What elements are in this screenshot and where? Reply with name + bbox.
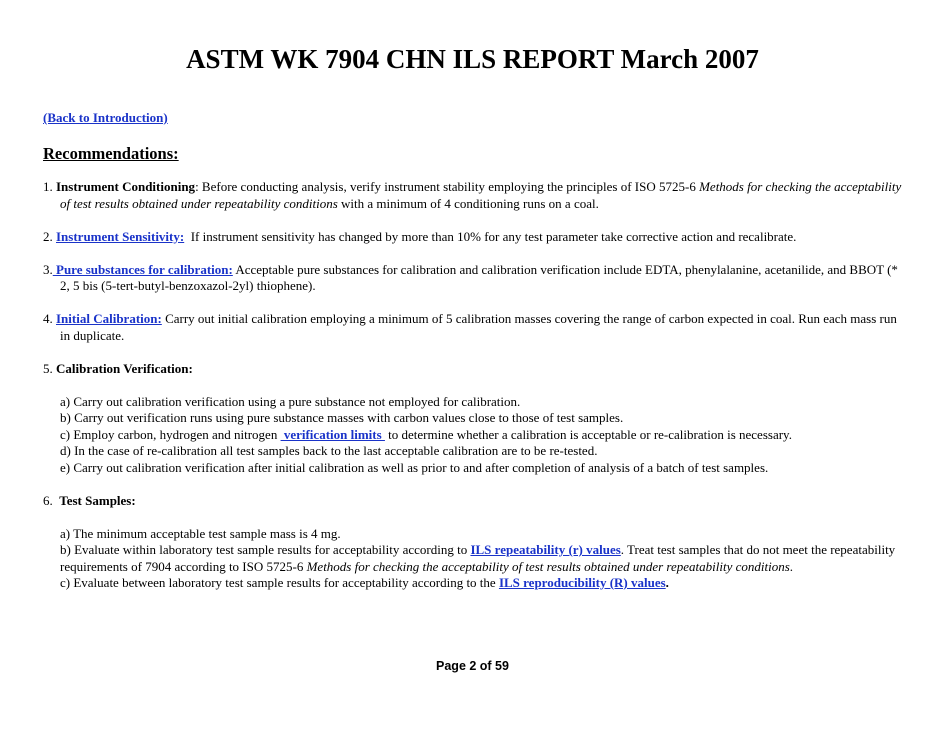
item-text: Carry out initial calibration employing a minimum of 5 calibration masses covering the range of carbon expected in coal. Run each mass run in duplicate. [60, 311, 897, 343]
item-test-samples [43, 493, 903, 592]
item-number: 6. [43, 492, 53, 508]
sub-item-a: a) Carry out calibration verification using a pure substance not employed for calibration. [60, 393, 521, 409]
ils-repeatability-link[interactable]: ILS repeatability (r) values [470, 542, 621, 557]
sub-item-b [43, 542, 903, 575]
sub-item-c [43, 575, 903, 592]
item-instrument-conditioning [43, 179, 903, 212]
verification-limits-link[interactable]: verification limits [280, 426, 385, 442]
item-number: 3. [43, 261, 53, 277]
item-pure-substances [43, 262, 903, 295]
back-to-introduction-container [43, 110, 168, 127]
item-number: 1. [43, 179, 53, 194]
instrument-sensitivity-link[interactable]: Instrument Sensitivity: [56, 228, 185, 244]
sub-item-a: a) The minimum acceptable test sample mass is 4 mg. [60, 525, 341, 541]
sub-item-text: to determine whether a calibration is acceptable or re-calibration is necessary. [384, 426, 792, 442]
item-text: with a minimum of 4 conditioning runs on a coal. [337, 195, 599, 211]
sub-item-text: c) Employ carbon, hydrogen and nitrogen [60, 426, 281, 442]
item-number: 5. [43, 360, 53, 376]
item-instrument-sensitivity [43, 229, 903, 246]
sub-item-text: c) Evaluate between laboratory test sample results for acceptability according to the [60, 575, 499, 590]
item-italic-text: Methods for checking the acceptability of test results obtained under repeatability conditions [60, 179, 902, 211]
item-text: Acceptable pure substances for calibration and calibration verification include EDTA, phenylalanine, acetanilide, and BBOT (* 2, 5 bis (5-tert-butyl-benzoxazol-2yl) thiophene). [60, 261, 898, 293]
item-initial-calibration [43, 311, 903, 344]
item-calibration-verification [43, 361, 903, 477]
item-text: If instrument sensitivity has changed by more than 10% for any test parameter take corrective action and recalibrate. [184, 228, 797, 244]
sub-item-b: b) Carry out verification runs using pure substance masses with carbon values close to those of test samples. [60, 410, 624, 425]
sub-item-c [43, 427, 903, 444]
page-number-footer: Page 2 of 59 [436, 659, 509, 673]
sub-item-text: . [789, 558, 794, 574]
sub-item-e: e) Carry out calibration verification after initial calibration as well as prior to and after completion of analysis of a batch of test samples. [60, 459, 769, 475]
item-label: Test Samples: [59, 492, 136, 508]
ils-reproducibility-link[interactable]: ILS reproducibility (R) values [498, 575, 666, 590]
sub-item-d: d) In the case of re-calibration all test samples back to the last acceptable calibration are to be re-tested. [60, 443, 598, 458]
item-label: Instrument Conditioning [56, 179, 196, 194]
sub-item-italic-text: Methods for checking the acceptability of test results obtained under repeatability conditions [306, 558, 790, 574]
page-title: ASTM WK 7904 CHN ILS REPORT March 2007 [186, 44, 759, 74]
sub-item-text: . Treat test samples that do not meet the repeatability requirements of 7904 according to ISO 5725-6 [60, 542, 896, 574]
pure-substances-link[interactable]: Pure substances for calibration: [52, 261, 233, 277]
item-number: 4. [43, 311, 53, 326]
item-label: Calibration Verification: [56, 360, 193, 376]
back-to-introduction-link[interactable]: (Back to Introduction) [43, 110, 168, 125]
recommendations-list [43, 179, 903, 608]
recommendations-heading: Recommendations: [43, 144, 179, 163]
item-text: : Before conducting analysis, verify instrument stability employing the principles of ISO 5725-6 [195, 179, 700, 194]
sub-item-text: b) Evaluate within laboratory test sample results for acceptability according to [60, 542, 471, 557]
sub-item-text: . [665, 575, 669, 590]
item-number: 2. [43, 228, 53, 244]
initial-calibration-link[interactable]: Initial Calibration: [56, 311, 162, 326]
